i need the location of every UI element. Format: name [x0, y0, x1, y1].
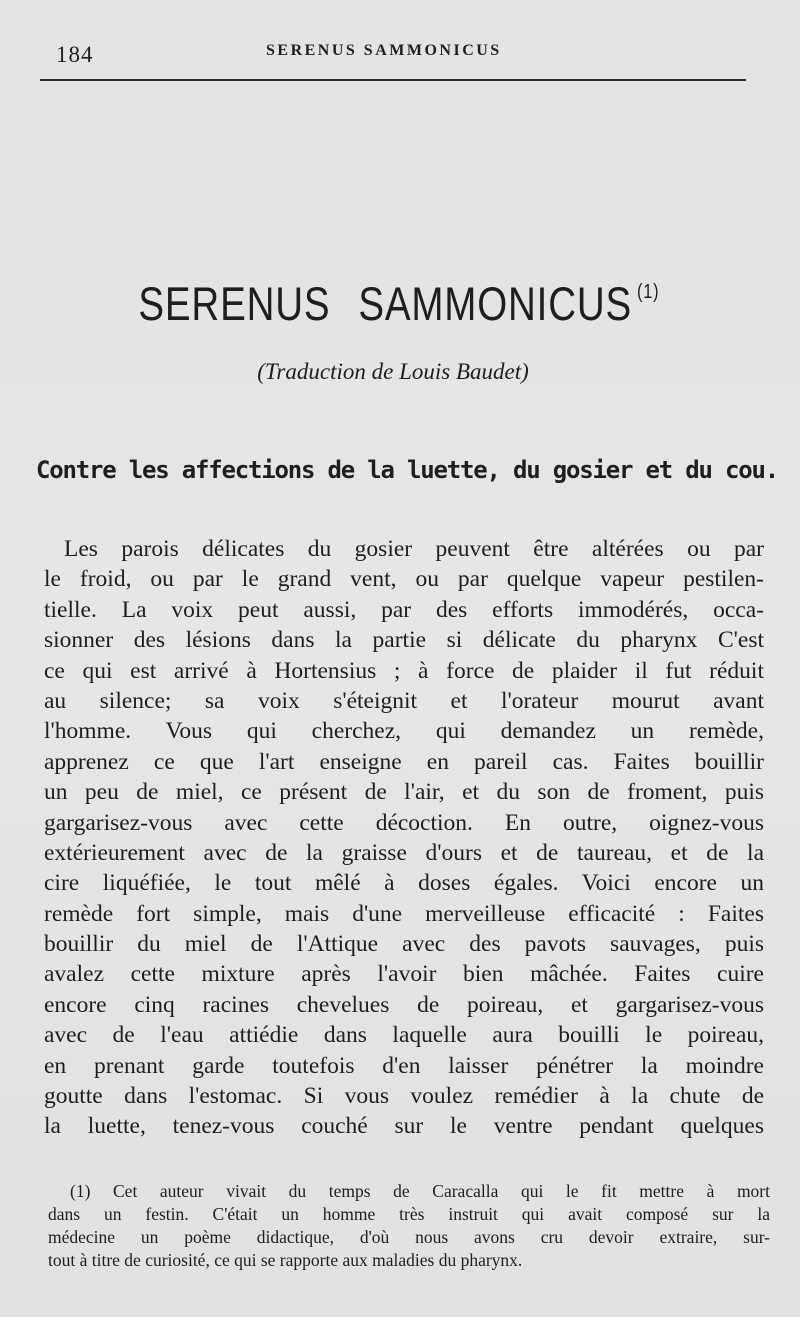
body-line: bouillir du miel de l'Attique avec des pavots sauvages, puis	[44, 931, 764, 958]
body-line: en prenant garde toutefois d'en laisser pénétrer la moindre	[44, 1052, 764, 1079]
body-line: gargarisez-vous avec cette décoction. En outre, oignez-vous	[44, 809, 764, 836]
body-line: encore cinq racines chevelues de poireau, et gargarisez-vous	[44, 991, 764, 1018]
body-line: ce qui est arrivé à Hortensius ; à force de plaider il fut réduit	[44, 657, 764, 684]
footnote-line: dans un festin. C'était un homme très instruit qui avait composé sur la	[48, 1204, 770, 1224]
body-line: Les parois délicates du gosier peuvent être altérées ou par	[64, 536, 764, 562]
body-line: remède fort simple, mais d'une merveilleuse efficacité : Faites	[44, 900, 764, 927]
chapter-title	[71, 276, 727, 331]
footnote	[48, 1180, 770, 1272]
body-line: l'homme. Vous qui cherchez, qui demandez un remède,	[44, 718, 764, 745]
body-line: extérieurement avec de la graisse d'ours et de taureau, et de la	[44, 839, 764, 866]
body-line: avec de l'eau attiédie dans laquelle aura bouilli le poireau,	[44, 1022, 764, 1049]
running-title: SERENUS SAMMONICUS	[266, 42, 502, 59]
chapter-title-word-2: SAMMONICUS	[358, 277, 633, 330]
header-rule	[40, 79, 746, 81]
body-line: sionner des lésions dans la partie si délicate du pharynx C'est	[44, 627, 764, 654]
body-text	[44, 534, 764, 1142]
body-line: le froid, ou par le grand vent, ou par quelque vapeur pestilen-	[44, 566, 764, 593]
footnote-reference: (1)	[636, 281, 660, 303]
body-line: avalez cette mixture après l'avoir bien mâchée. Faites cuire	[44, 961, 764, 988]
footnote-line: (1) Cet auteur vivait du temps de Caracalla qui le fit mettre à mort	[70, 1181, 770, 1201]
translation-credit: (Traduction de Louis Baudet)	[257, 359, 529, 384]
section-heading: Contre les affections de la luette, du gosier et du cou.	[36, 456, 778, 484]
body-line: un peu de miel, ce présent de l'air, et du son de froment, puis	[44, 779, 764, 806]
chapter-title-word-1: SERENUS	[138, 277, 331, 330]
body-line: au silence; sa voix s'éteignit et l'orateur mourut avant	[44, 687, 764, 714]
running-head	[40, 38, 746, 78]
body-line: cire liquéfiée, le tout mêlé à doses égales. Voici encore un	[44, 870, 764, 897]
body-line: apprenez ce que l'art enseigne en pareil cas. Faites bouillir	[44, 748, 764, 775]
body-line: la luette, tenez-vous couché sur le ventre pendant quelques	[44, 1113, 764, 1140]
page-number: 184	[56, 42, 94, 67]
footnote-line: tout à titre de curiosité, ce qui se rapporte aux maladies du pharynx.	[48, 1250, 523, 1270]
body-line: tielle. La voix peut aussi, par des efforts immodérés, occa-	[44, 596, 764, 623]
footnote-line: médecine un poème didactique, d'où nous avons cru devoir extraire, sur-	[48, 1227, 770, 1247]
body-line: goutte dans l'estomac. Si vous voulez remédier à la chute de	[44, 1083, 764, 1110]
